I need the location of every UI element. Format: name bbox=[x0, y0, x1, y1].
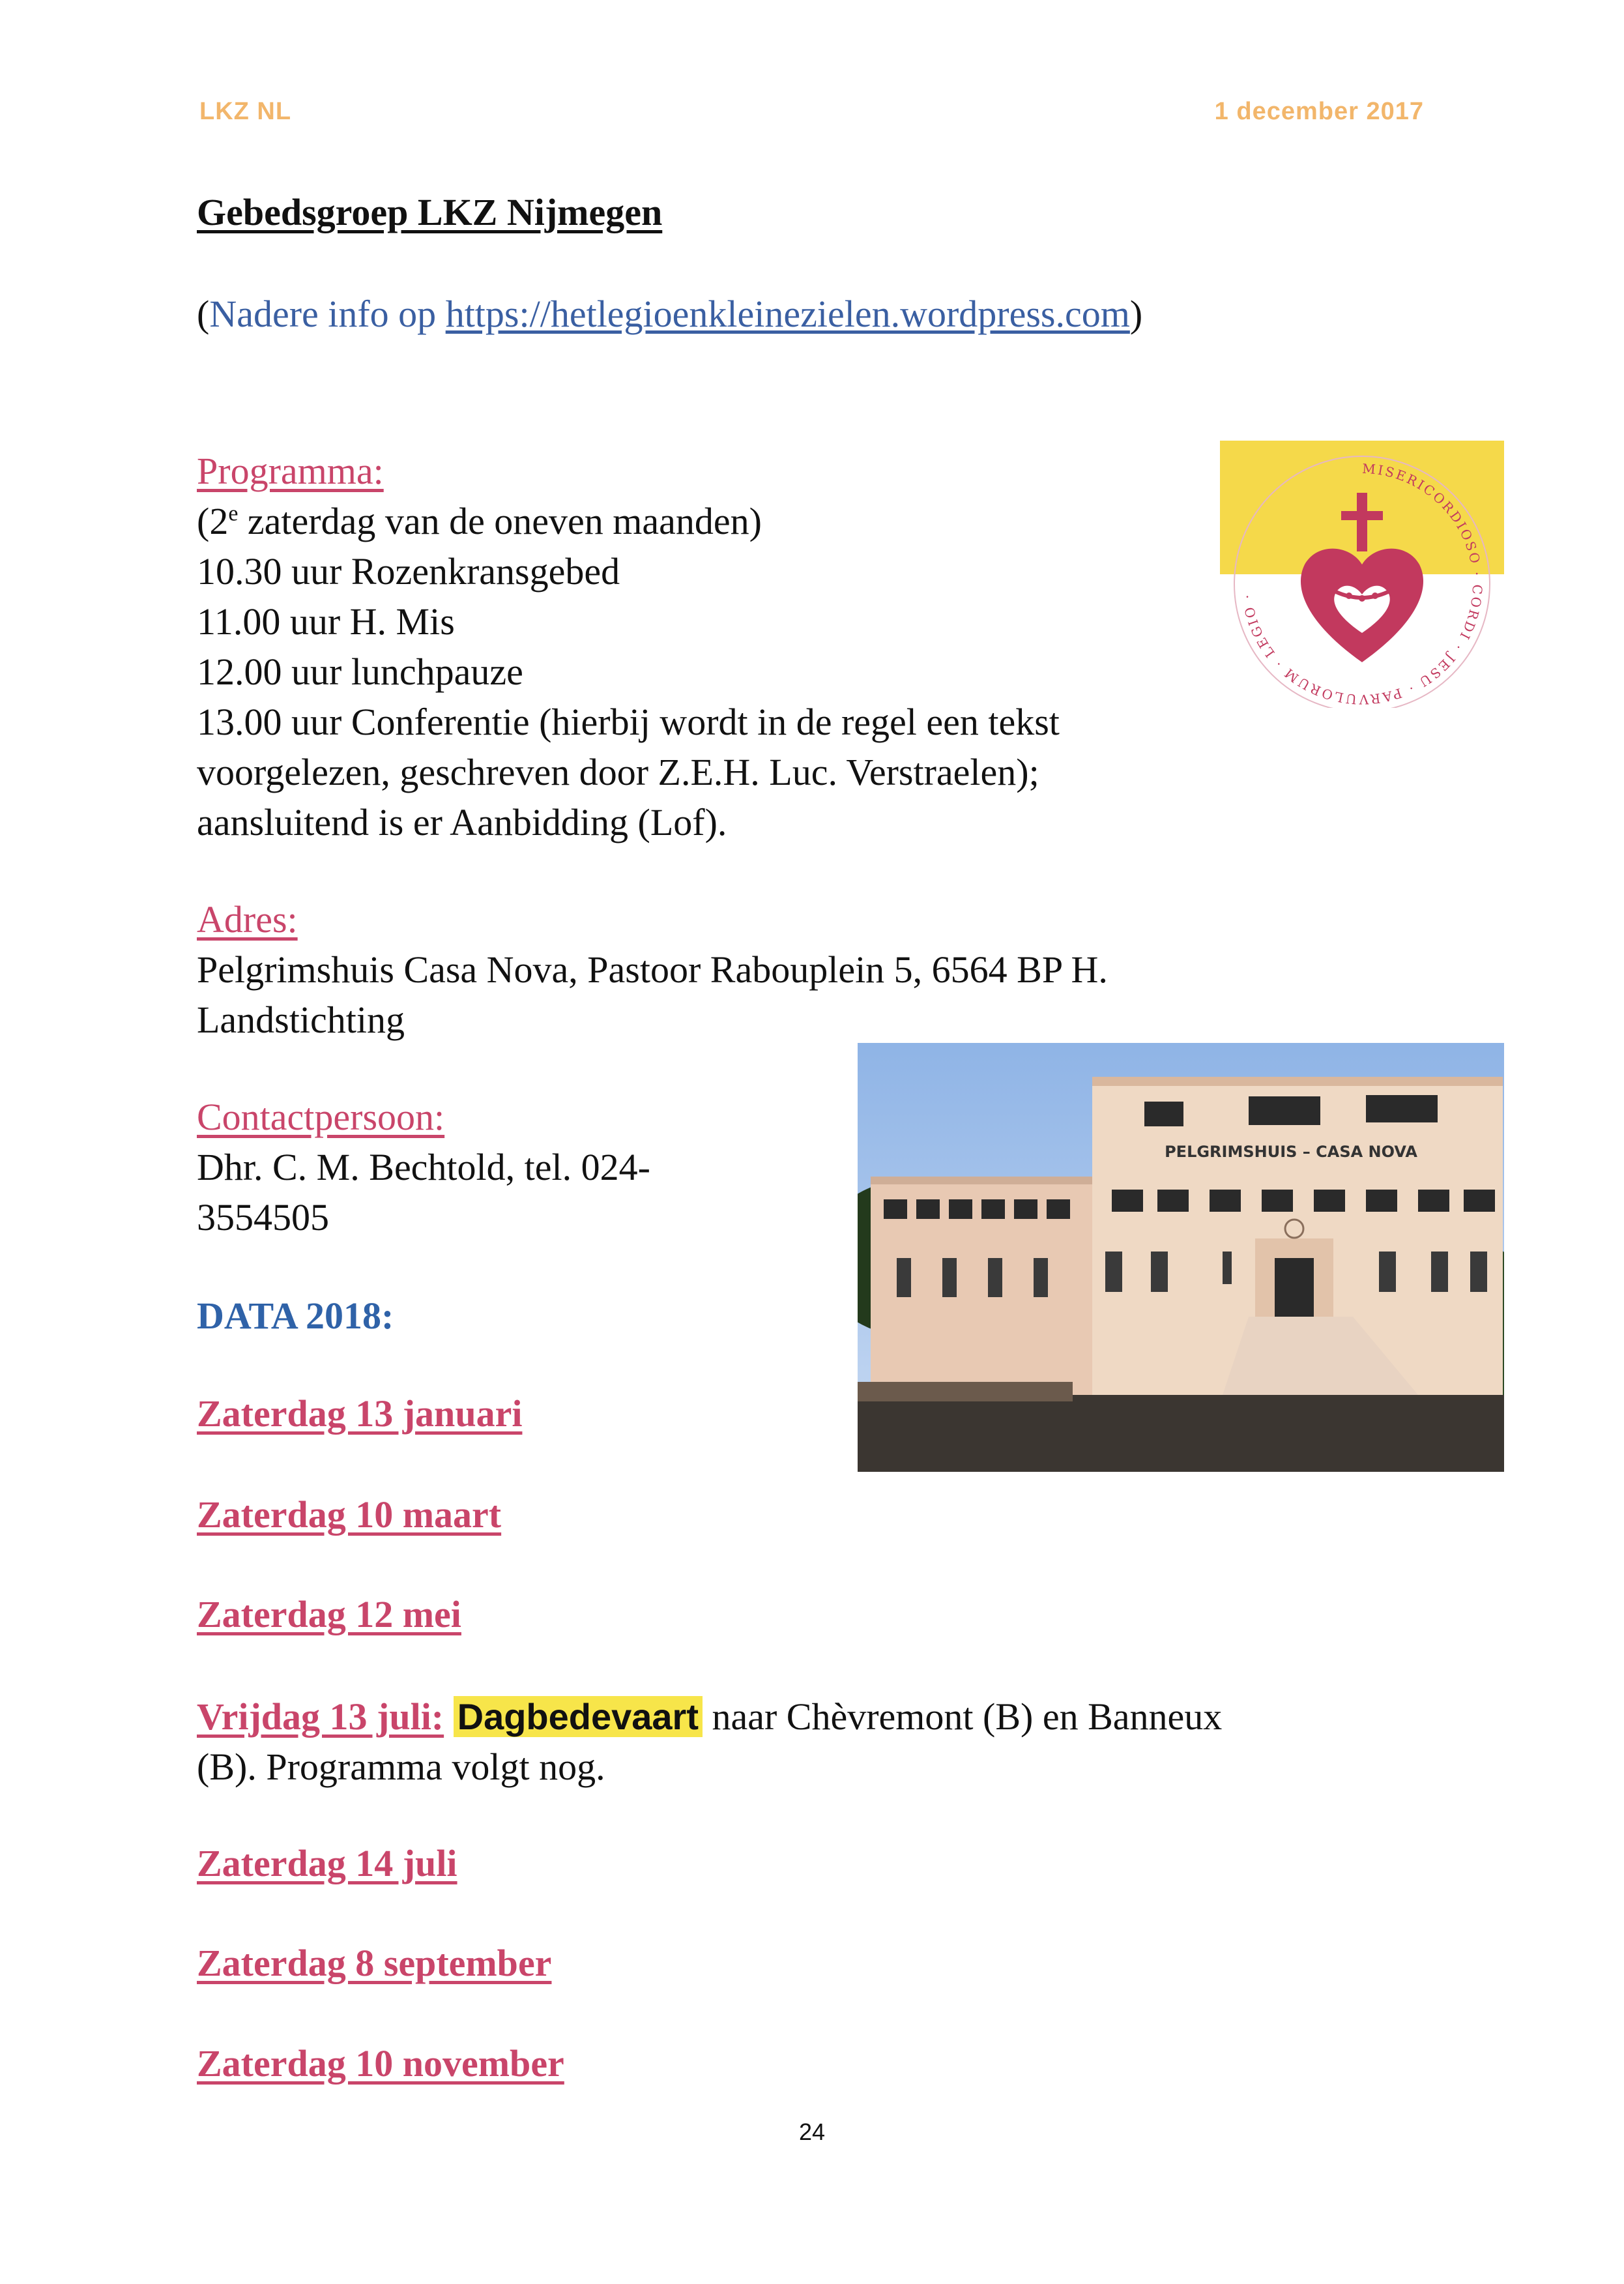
page-number: 24 bbox=[798, 2118, 826, 2145]
data-title: DATA 2018: bbox=[197, 1295, 394, 1337]
lkz-emblem-logo bbox=[1220, 441, 1504, 708]
website-link[interactable]: https://hetlegioenkleinezielen.wordpress.com bbox=[445, 293, 1130, 335]
programma-line: 10.30 uur Rozenkransgebed bbox=[197, 550, 620, 593]
contact-section bbox=[197, 1092, 650, 1242]
programma-section bbox=[197, 446, 1060, 847]
date-item: Zaterdag 10 november bbox=[197, 2042, 564, 2085]
adres-title: Adres: bbox=[197, 898, 298, 941]
info-prefix: Nadere info op bbox=[209, 293, 446, 335]
programma-subtitle-post: zaterdag van de oneven maanden) bbox=[238, 500, 762, 542]
logo-ring-text: MISERICORDIOSO · CORDI · JESU · PARVULORUM · LEGIO · bbox=[1239, 460, 1486, 708]
programma-line: 11.00 uur H. Mis bbox=[197, 600, 455, 643]
header-left: LKZ NL bbox=[199, 98, 292, 125]
info-line bbox=[197, 292, 1142, 336]
info-close-paren: ) bbox=[1129, 293, 1143, 335]
date-item: Zaterdag 10 maart bbox=[197, 1493, 502, 1536]
programma-line: 12.00 uur lunchpauze bbox=[197, 651, 523, 693]
date-item: Zaterdag 12 mei bbox=[197, 1593, 461, 1635]
programma-line: aansluitend is er Aanbidding (Lof). bbox=[197, 801, 727, 843]
adres-line: Landstichting bbox=[197, 999, 405, 1041]
programma-subtitle-sup: e bbox=[228, 501, 239, 526]
programma-title: Programma: bbox=[197, 450, 384, 492]
pilgrimage-text: naar Chèvremont (B) en Banneux bbox=[703, 1695, 1223, 1738]
page-title: Gebedsgroep LKZ Nijmegen bbox=[197, 191, 663, 233]
contact-line: Dhr. C. M. Bechtold, tel. 024- bbox=[197, 1146, 650, 1188]
date-item: Zaterdag 13 januari bbox=[197, 1392, 523, 1435]
programma-subtitle-pre: (2 bbox=[197, 500, 229, 542]
casa-nova-building-photo bbox=[858, 1043, 1504, 1472]
adres-section bbox=[197, 894, 1108, 1045]
adres-line: Pelgrimshuis Casa Nova, Pastoor Rabouplein 5, 6564 BP H. bbox=[197, 948, 1108, 991]
header-date: 1 december 2017 bbox=[1214, 98, 1424, 125]
contact-title: Contactpersoon: bbox=[197, 1096, 445, 1138]
date-item: Zaterdag 14 juli bbox=[197, 1842, 457, 1884]
pilgrimage-text-2: (B). Programma volgt nog. bbox=[197, 1746, 605, 1788]
building-sign: PELGRIMSHUIS – CASA NOVA bbox=[1165, 1143, 1417, 1161]
programma-subtitle bbox=[197, 496, 1060, 546]
pilgrimage-highlight: Dagbedevaart bbox=[454, 1696, 703, 1737]
pilgrimage-item bbox=[197, 1691, 1222, 1792]
pilgrimage-date: Vrijdag 13 juli: bbox=[197, 1695, 444, 1738]
info-open-paren: ( bbox=[197, 293, 210, 335]
date-item: Zaterdag 8 september bbox=[197, 1942, 552, 1984]
contact-line: 3554505 bbox=[197, 1196, 329, 1238]
programma-line: 13.00 uur Conferentie (hierbij wordt in de regel een tekst bbox=[197, 701, 1060, 743]
programma-line: voorgelezen, geschreven door Z.E.H. Luc. Verstraelen); bbox=[197, 751, 1039, 793]
